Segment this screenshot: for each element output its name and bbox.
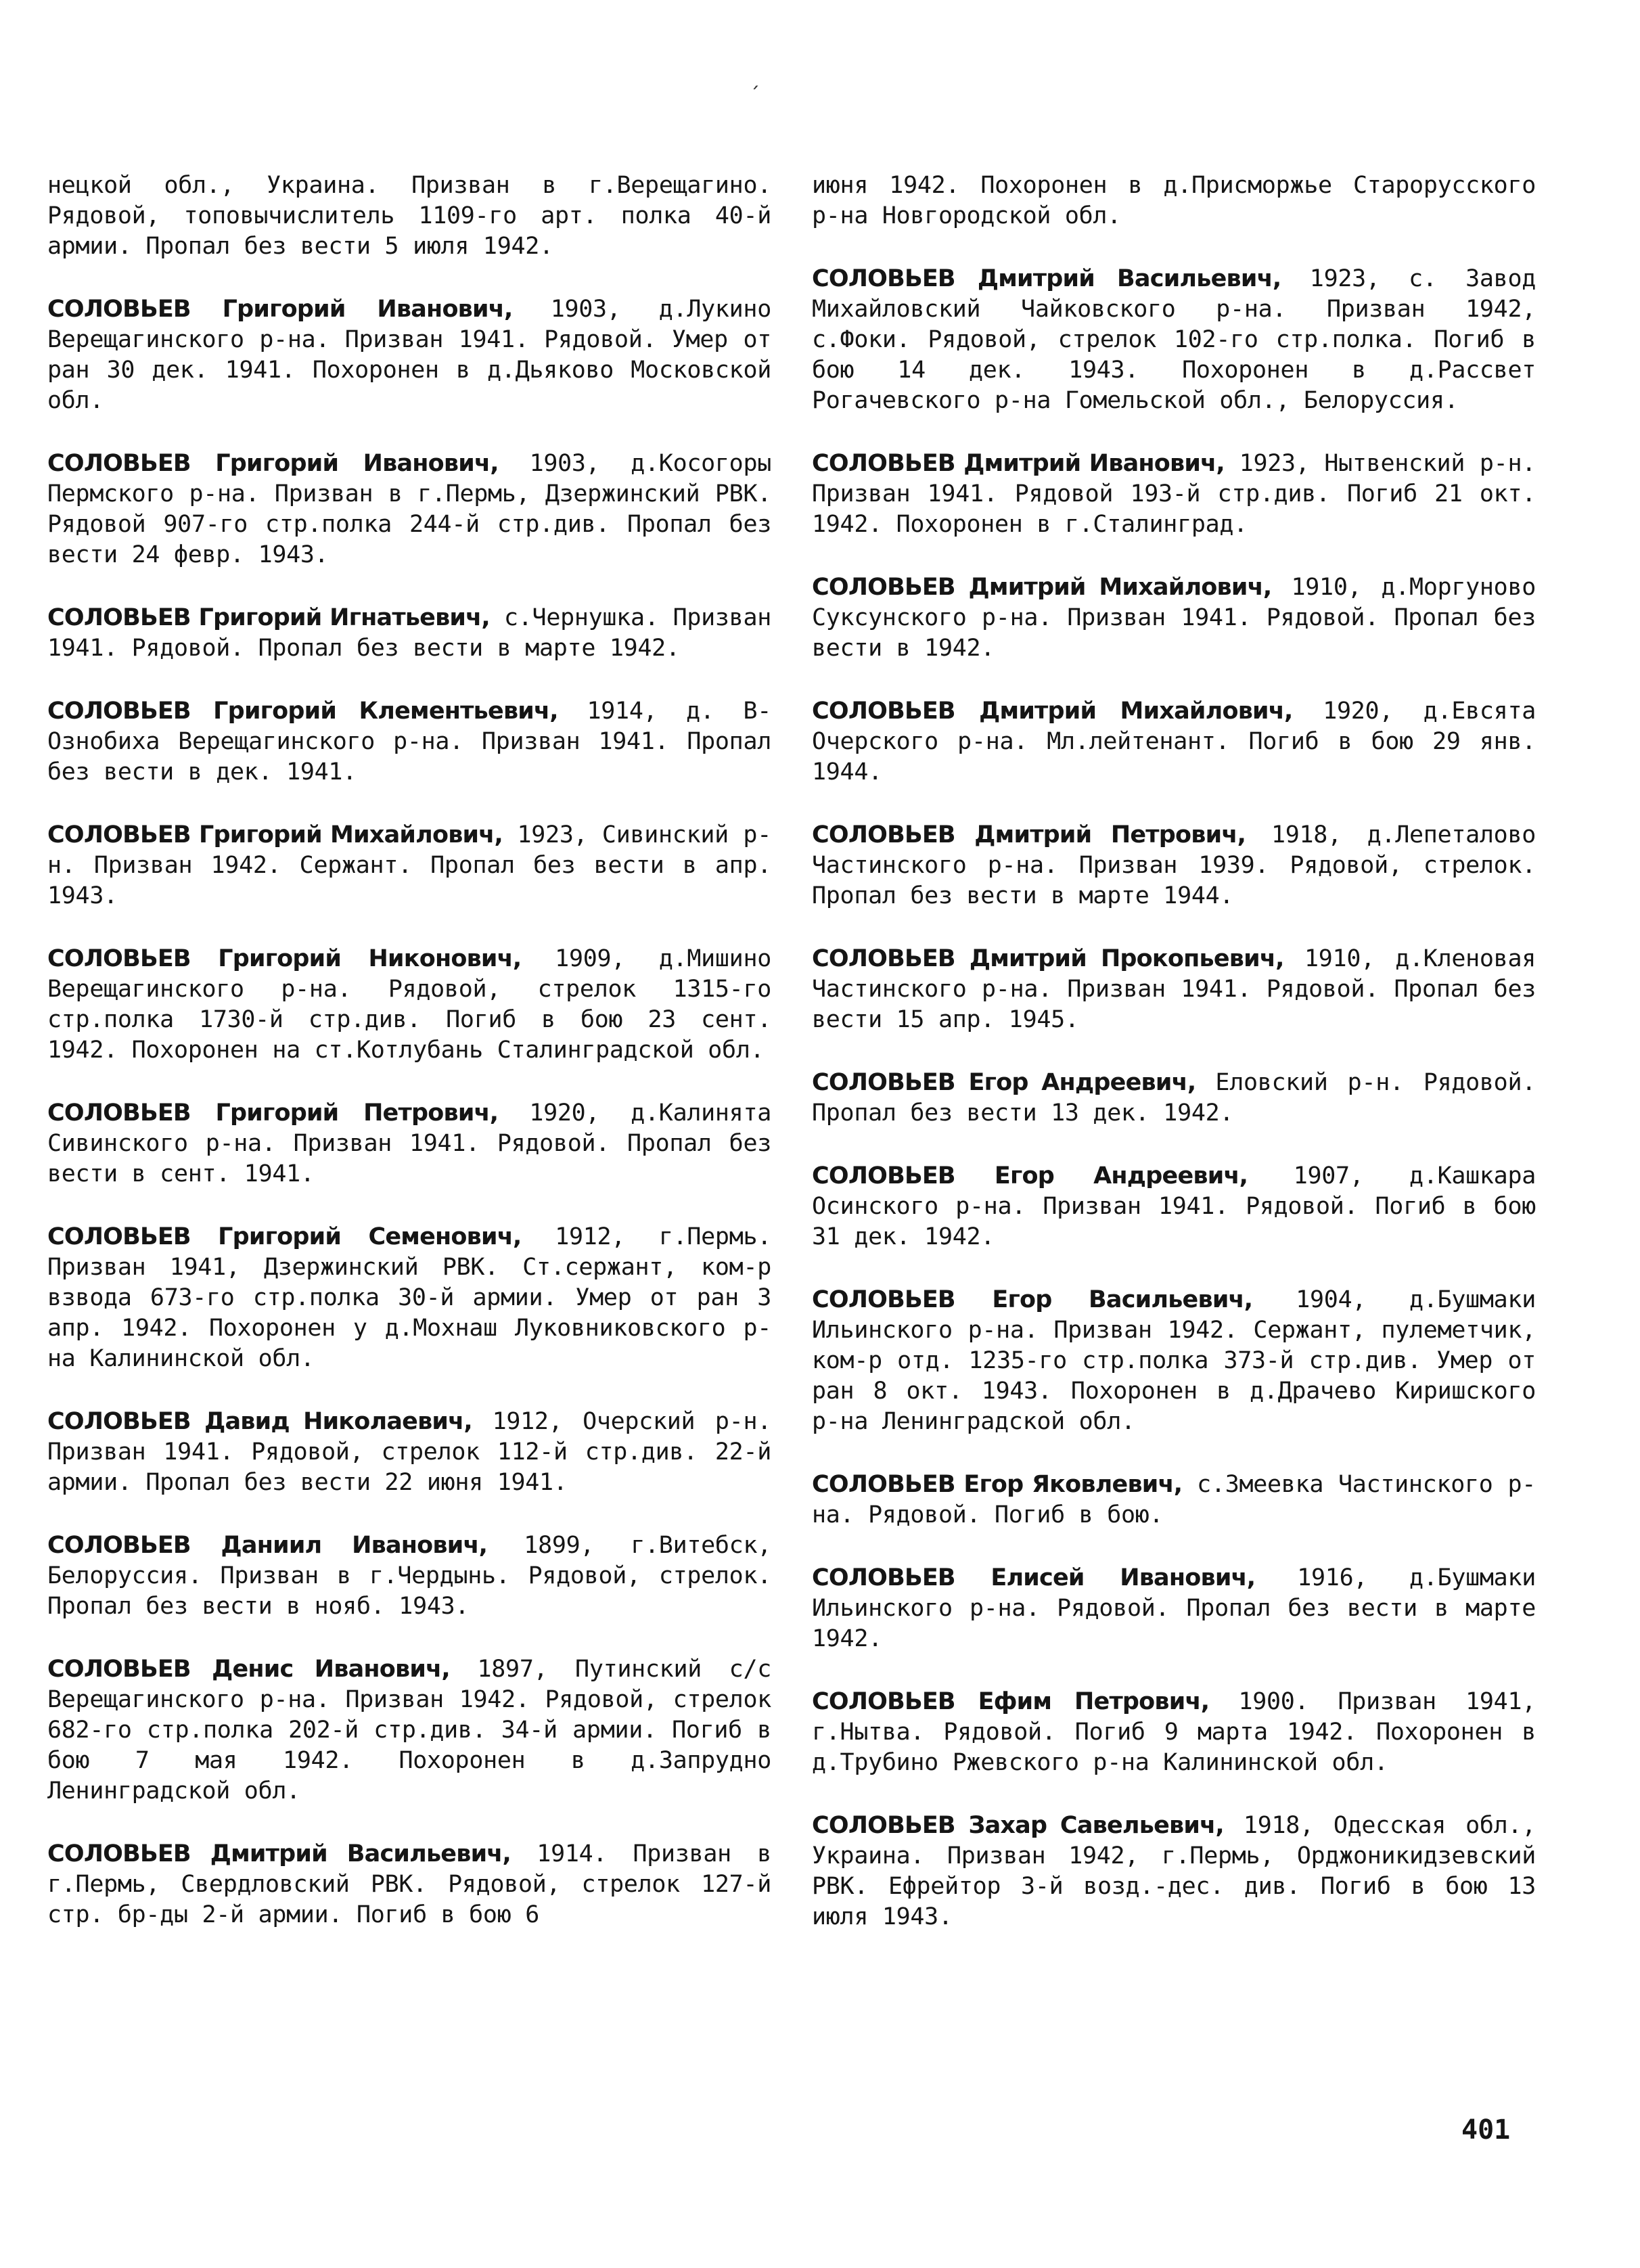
entry-continuation bbox=[47, 171, 771, 262]
entry-name: СОЛОВЬЕВ Захар Савельевич, bbox=[812, 1812, 1224, 1839]
entry bbox=[47, 820, 771, 911]
entry-text: июня 1942. Похоронен в д.Присморжье Старорусского р-на Новгородской обл. bbox=[812, 172, 1536, 229]
entry-text: 1910, д.Моргуново Суксунского р-на. Призван 1941. Рядовой. Пропал без вести в 1942. bbox=[812, 574, 1536, 662]
entry bbox=[812, 572, 1536, 664]
entry bbox=[812, 1068, 1536, 1129]
entry-name: СОЛОВЬЕВ Даниил Иванович, bbox=[47, 1532, 488, 1559]
entry-text: 1907, д.Кашкара Осинского р-на. Призван 1941. Рядовой. Погиб в бою 31 дек. 1942. bbox=[812, 1162, 1536, 1250]
entry-text: 1920, д.Калинята Сивинского р-на. Призван 1941. Рядовой. Пропал без вести в сент. 1941. bbox=[47, 1099, 771, 1187]
entry-text: 1923, Сивинский р-н. Призван 1942. Сержант. Пропал без вести в апр. 1943. bbox=[47, 821, 771, 909]
entry-text: 1914, д. В-Ознобиха Верещагинского р-на. Призван 1941. Пропал без вести в дек. 1941. bbox=[47, 698, 771, 786]
entry-name: СОЛОВЬЕВ Егор Яковлевич, bbox=[812, 1471, 1183, 1498]
entry-text: 1897, Путинский с/с Верещагинского р-на. Призван 1942. Рядовой, стрелок 682-го стр.полка 202-й стр.див. 34-й армии. Погиб в бою 7 мая 1942. Похоронен в д.Запрудно Ленинградской обл. bbox=[47, 1656, 771, 1805]
entry-text: 1899, г.Витебск, Белоруссия. Призван в г.Чердынь. Рядовой, стрелок. Пропал без вести в нояб. 1943. bbox=[47, 1532, 771, 1620]
entry-text: 1918, д.Лепеталово Частинского р-на. Призван 1939. Рядовой, стрелок. Пропал без вести в марте 1944. bbox=[812, 821, 1536, 909]
entry bbox=[812, 1161, 1536, 1252]
entry-text: 1923, с. Завод Михайловский Чайковского р-на. Призван 1942, с.Фоки. Рядовой, стрелок 102-го стр.полка. Погиб в бою 14 дек. 1943. Похоронен в д.Рассвет Рогачевского р-на Гомельской обл., Белоруссия. bbox=[812, 265, 1536, 414]
entry-name: СОЛОВЬЕВ Дмитрий Прокопьевич, bbox=[812, 945, 1284, 972]
entry-text: 1903, д.Косогоры Пермского р-на. Призван в г.Пермь, Дзержинский РВК. Рядовой 907-го стр.полка 244-й стр.див. Пропал без вести 24 февр. 1943. bbox=[47, 450, 771, 568]
entry-text: 1916, д.Бушмаки Ильинского р-на. Рядовой. Пропал без вести в марте 1942. bbox=[812, 1564, 1536, 1652]
entry bbox=[47, 603, 771, 664]
entry-name: СОЛОВЬЕВ Дмитрий Васильевич, bbox=[812, 265, 1281, 292]
entry-text: 1912, Очерский р-н. Призван 1941. Рядовой, стрелок 112-й стр.див. 22-й армии. Пропал без вести 22 июня 1941. bbox=[47, 1408, 772, 1496]
entry bbox=[47, 1407, 771, 1498]
entry bbox=[47, 944, 771, 1066]
entry-name: СОЛОВЬЕВ Григорий Петрович, bbox=[47, 1099, 499, 1127]
entry-name: СОЛОВЬЕВ Елисей Иванович, bbox=[812, 1564, 1256, 1591]
entry-text: 1900. Призван 1941, г.Нытва. Рядовой. Погиб 9 марта 1942. Похоронен в д.Трубино Ржевского р-на Калининской обл. bbox=[812, 1688, 1536, 1776]
entry-continuation bbox=[812, 171, 1536, 231]
entry-text: нецкой обл., Украина. Призван в г.Верещагино. Рядовой, топовычислитель 1109-го арт. полка 40-й армии. Пропал без вести 5 июля 1942. bbox=[47, 172, 771, 260]
entry-name: СОЛОВЬЕВ Дмитрий Петрович, bbox=[812, 821, 1246, 848]
entry bbox=[47, 294, 771, 416]
entry-name: СОЛОВЬЕВ Григорий Клементьевич, bbox=[47, 698, 558, 725]
entry bbox=[812, 1563, 1536, 1654]
entry-name: СОЛОВЬЕВ Дмитрий Васильевич, bbox=[47, 1840, 511, 1867]
entry bbox=[812, 449, 1536, 540]
entry bbox=[812, 696, 1536, 788]
entry-text: 1909, д.Мишино Верещагинского р-на. Рядовой, стрелок 1315-го стр.полка 1730-й стр.див. Погиб в бою 23 сент. 1942. Похоронен на ст.Котлубань Сталинградской обл. bbox=[47, 945, 771, 1064]
entry bbox=[47, 1222, 771, 1374]
entry-name: СОЛОВЬЕВ Григорий Игнатьевич, bbox=[47, 604, 490, 631]
entry-text: Еловский р-н. Рядовой. Пропал без вести 13 дек. 1942. bbox=[812, 1069, 1536, 1127]
entry-text: с.Чернушка. Призван 1941. Рядовой. Пропал без вести в марте 1942. bbox=[47, 604, 771, 662]
entry bbox=[47, 1098, 771, 1189]
entry-name: СОЛОВЬЕВ Григорий Семенович, bbox=[47, 1223, 522, 1250]
entry bbox=[47, 1654, 771, 1807]
entry bbox=[812, 1470, 1536, 1530]
entry-name: СОЛОВЬЕВ Денис Иванович, bbox=[47, 1656, 450, 1683]
entry-name: СОЛОВЬЕВ Давид Николаевич, bbox=[47, 1408, 472, 1435]
entry bbox=[812, 820, 1536, 911]
entry-name: СОЛОВЬЕВ Егор Васильевич, bbox=[812, 1286, 1253, 1313]
entry bbox=[47, 449, 771, 570]
entry-name: СОЛОВЬЕВ Григорий Иванович, bbox=[47, 296, 513, 323]
entry bbox=[47, 696, 771, 788]
entry-name: СОЛОВЬЕВ Григорий Иванович, bbox=[47, 450, 499, 477]
entry-text: 1918, Одесская обл., Украина. Призван 1942, г.Пермь, Орджоникидзевский РВК. Ефрейтор 3-й возд.-дес. див. Погиб в бою 13 июля 1943. bbox=[812, 1812, 1536, 1930]
entry-name: СОЛОВЬЕВ Дмитрий Михайлович, bbox=[812, 574, 1272, 601]
entry-name: СОЛОВЬЕВ Ефим Петрович, bbox=[812, 1688, 1210, 1715]
entry-text: 1904, д.Бушмаки Ильинского р-на. Призван 1942. Сержант, пулеметчик, ком-р отд. 1235-го стр.полка 373-й стр.див. Умер от ран 8 окт. 1943. Похоронен в д.Драчево Киришского р-на Ленинградской обл. bbox=[812, 1286, 1536, 1435]
entry-text: 1923, Нытвенский р-н. Призван 1941. Рядовой 193-й стр.див. Погиб 21 окт. 1942. Похоронен в г.Сталинград. bbox=[812, 450, 1536, 538]
entry bbox=[47, 1839, 771, 1930]
entry bbox=[47, 1530, 771, 1622]
entry bbox=[812, 1811, 1536, 1932]
entry-name: СОЛОВЬЕВ Григорий Михайлович, bbox=[47, 821, 503, 848]
entry-text: 1920, д.Евсята Очерского р-на. Мл.лейтенант. Погиб в бою 29 янв. 1944. bbox=[812, 698, 1536, 786]
entry-text: 1912, г.Пермь. Призван 1941, Дзержинский РВК. Ст.сержант, ком-р взвода 673-го стр.полка 30-й армии. Умер от ран 3 апр. 1942. Похоронен у д.Мохнаш Луковниковского р-на Калининской обл. bbox=[47, 1223, 772, 1372]
entry-name: СОЛОВЬЕВ Григорий Никонович, bbox=[47, 945, 522, 972]
right-column bbox=[812, 171, 1536, 1965]
left-column bbox=[47, 171, 771, 1963]
entry-text: 1914. Призван в г.Пермь, Свердловский РВК. Рядовой, стрелок 127-й стр. бр-ды 2-й армии. Погиб в бою 6 bbox=[47, 1840, 771, 1928]
entry-name: СОЛОВЬЕВ Дмитрий Иванович, bbox=[812, 450, 1225, 477]
entry bbox=[812, 1285, 1536, 1437]
entry-text: 1903, д.Лукино Верещагинского р-на. Призван 1941. Рядовой. Умер от ран 30 дек. 1941. Похоронен в д.Дьяково Московской обл. bbox=[47, 296, 771, 414]
entry-name: СОЛОВЬЕВ Егор Андреевич, bbox=[812, 1162, 1248, 1189]
entry bbox=[812, 1687, 1536, 1778]
entry bbox=[812, 944, 1536, 1035]
entry-text: с.Змеевка Частинского р-на. Рядовой. Погиб в бою. bbox=[812, 1471, 1536, 1528]
entry-name: СОЛОВЬЕВ Дмитрий Михайлович, bbox=[812, 698, 1293, 725]
page-number: 401 bbox=[1461, 2114, 1511, 2146]
print-speck: ˏ bbox=[750, 66, 760, 90]
entry-text: 1910, д.Кленовая Частинского р-на. Призван 1941. Рядовой. Пропал без вести 15 апр. 1945. bbox=[812, 945, 1536, 1033]
entry-name: СОЛОВЬЕВ Егор Андреевич, bbox=[812, 1069, 1196, 1096]
entry bbox=[812, 264, 1536, 416]
